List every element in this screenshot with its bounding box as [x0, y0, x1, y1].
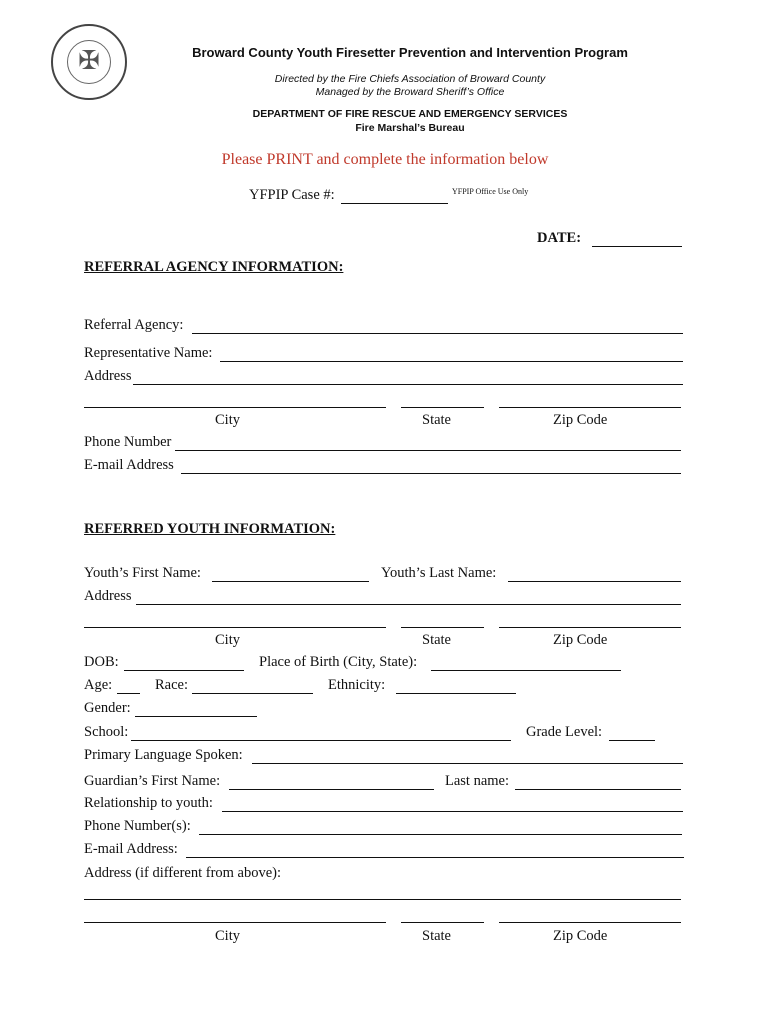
representative-name-field[interactable]	[220, 361, 683, 362]
print-instruction: Please PRINT and complete the information below	[221, 151, 549, 168]
referral-phone-label: Phone Number	[84, 434, 172, 450]
youth-last-name-field[interactable]	[508, 581, 681, 582]
guardian-first-name-label: Guardian’s First Name:	[84, 773, 221, 789]
referral-phone-field[interactable]	[175, 450, 681, 451]
referral-section-heading: REFERRAL AGENCY INFORMATION:	[84, 259, 344, 275]
school-field[interactable]	[131, 740, 511, 741]
referral-city-field[interactable]	[84, 407, 386, 408]
document-title: Broward County Youth Firesetter Prevention and Intervention Program	[192, 45, 628, 60]
race-label: Race:	[155, 677, 189, 693]
seal-emblem-icon: ✠	[78, 46, 100, 75]
guardian-last-name-label: Last name:	[445, 773, 510, 789]
referral-agency-label: Referral Agency:	[84, 317, 184, 333]
referral-email-field[interactable]	[181, 473, 681, 474]
birthplace-label: Place of Birth (City, State):	[259, 654, 418, 670]
alt-address-field[interactable]	[84, 899, 681, 900]
referral-agency-field[interactable]	[192, 333, 683, 334]
alt-zip-field[interactable]	[499, 922, 681, 923]
youth-state-caption: State	[422, 632, 451, 648]
office-use-note: YFPIP Office Use Only	[452, 187, 529, 196]
alt-zip-caption: Zip Code	[553, 928, 608, 944]
managed-by-line: Managed by the Broward Sheriff’s Office	[315, 86, 505, 98]
case-number-label: YFPIP Case #:	[249, 187, 335, 203]
guardian-last-name-field[interactable]	[515, 789, 681, 790]
youth-phone-field[interactable]	[199, 834, 682, 835]
youth-address-label: Address	[84, 588, 132, 604]
referral-address-label: Address	[84, 368, 132, 384]
youth-section-heading: REFERRED YOUTH INFORMATION:	[84, 521, 336, 537]
gender-label: Gender:	[84, 700, 131, 716]
youth-zip-field[interactable]	[499, 627, 681, 628]
youth-city-caption: City	[215, 632, 240, 648]
youth-email-field[interactable]	[186, 857, 684, 858]
department-line: DEPARTMENT OF FIRE RESCUE AND EMERGENCY SERVICES	[252, 108, 568, 120]
alt-city-caption: City	[215, 928, 240, 944]
youth-first-name-field[interactable]	[212, 581, 369, 582]
youth-state-field[interactable]	[401, 627, 484, 628]
ethnicity-label: Ethnicity:	[328, 677, 386, 693]
relationship-field[interactable]	[222, 811, 683, 812]
youth-first-name-label: Youth’s First Name:	[84, 565, 201, 581]
youth-address-field[interactable]	[136, 604, 681, 605]
youth-phone-label: Phone Number(s):	[84, 818, 191, 834]
grade-level-label: Grade Level:	[526, 724, 603, 740]
school-label: School:	[84, 724, 129, 740]
dob-field[interactable]	[124, 670, 244, 671]
birthplace-field[interactable]	[431, 670, 621, 671]
age-label: Age:	[84, 677, 113, 693]
referral-city-caption: City	[215, 412, 240, 428]
race-field[interactable]	[192, 693, 313, 694]
referral-address-field[interactable]	[133, 384, 683, 385]
youth-city-field[interactable]	[84, 627, 386, 628]
language-field[interactable]	[252, 763, 683, 764]
alt-state-caption: State	[422, 928, 451, 944]
language-label: Primary Language Spoken:	[84, 747, 243, 763]
referral-state-caption: State	[422, 412, 451, 428]
alt-address-label: Address (if different from above):	[84, 865, 282, 881]
youth-last-name-label: Youth’s Last Name:	[381, 565, 497, 581]
representative-name-label: Representative Name:	[84, 345, 213, 361]
relationship-label: Relationship to youth:	[84, 795, 213, 811]
grade-level-field[interactable]	[609, 740, 655, 741]
gender-field[interactable]	[135, 716, 257, 717]
date-label: DATE:	[537, 230, 582, 246]
directed-by-line: Directed by the Fire Chiefs Association of Broward County	[274, 73, 546, 85]
alt-state-field[interactable]	[401, 922, 484, 923]
referral-zip-caption: Zip Code	[553, 412, 608, 428]
dob-label: DOB:	[84, 654, 119, 670]
referral-zip-field[interactable]	[499, 407, 681, 408]
date-field[interactable]	[592, 246, 682, 247]
age-field[interactable]	[117, 693, 140, 694]
ethnicity-field[interactable]	[396, 693, 516, 694]
referral-state-field[interactable]	[401, 407, 484, 408]
referral-email-label: E-mail Address	[84, 457, 174, 473]
youth-zip-caption: Zip Code	[553, 632, 608, 648]
youth-email-label: E-mail Address:	[84, 841, 178, 857]
guardian-first-name-field[interactable]	[229, 789, 434, 790]
case-number-field[interactable]	[341, 203, 448, 204]
bureau-line: Fire Marshal’s Bureau	[355, 122, 465, 134]
alt-city-field[interactable]	[84, 922, 386, 923]
